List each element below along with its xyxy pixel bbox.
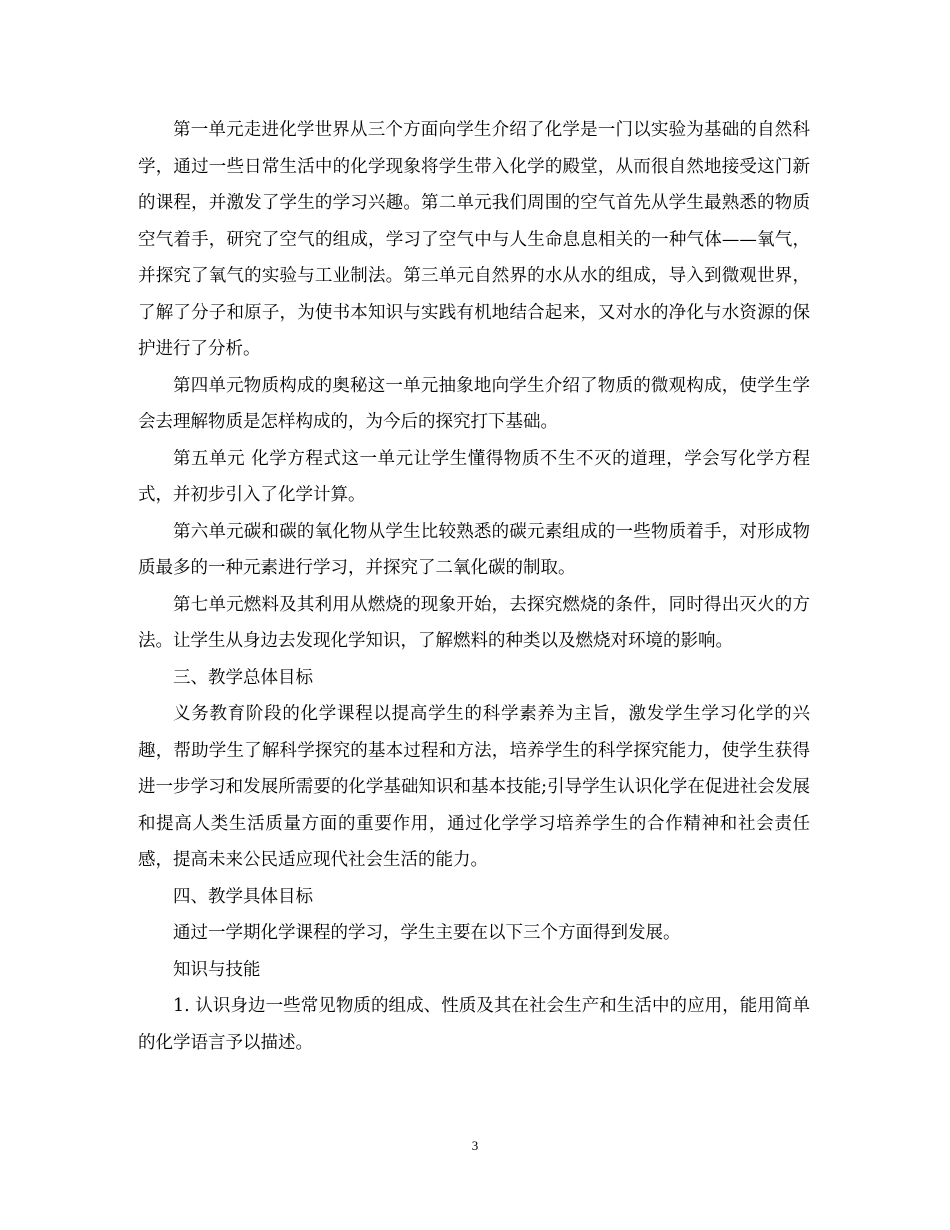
paragraph-unit-7: 第七单元燃料及其利用从燃烧的现象开始，去探究燃烧的条件，同时得出灭火的方法。让学生从身边去发现化学知识，了解燃料的种类以及燃烧对环境的影响。 [138,594,810,651]
paragraph-unit-1-3: 第一单元走进化学世界从三个方面向学生介绍了化学是一门以实验为基础的自然科学，通过一些日常生活中的化学现象将学生带入化学的殿堂，从而很自然地接受这门新的课程，并激发了学生的学习兴趣。第二单元我们周围的空气首先从学生最熟悉的物质空气着手，研究了空气的组成，学习了空气中与人生命息息相关的一种气体——氧气，并探究了氧气的实验与工业制法。第三单元自然界的水从水的组成，导入到微观世界，了解了分子和原子，为使书本知识与实践有机地结合起来，又对水的净化与水资源的保护进行了分析。 [138,120,810,359]
paragraph-item-1: 1. 认识身边一些常见物质的组成、性质及其在社会生产和生活中的应用，能用简单的化学语言予以描述。 [138,996,810,1053]
document-body [138,112,810,1061]
heading-overall-goals: 三、教学总体目标 [173,667,313,688]
paragraph-unit-6: 第六单元碳和碳的氧化物从学生比较熟悉的碳元素组成的一些物质着手，对形成物质最多的一种元素进行学习，并探究了二氧化碳的制取。 [138,521,810,578]
heading-knowledge-skills: 知识与技能 [173,959,261,980]
heading-specific-goals: 四、教学具体目标 [173,886,313,907]
page-number: 3 [471,1138,479,1153]
paragraph-unit-4: 第四单元物质构成的奥秘这一单元抽象地向学生介绍了物质的微观构成，使学生学会去理解物质是怎样构成的，为今后的探究打下基础。 [138,375,810,432]
paragraph-unit-5: 第五单元 化学方程式这一单元让学生懂得物质不生不灭的道理，学会写化学方程式，并初步引入了化学计算。 [138,448,810,505]
paragraph-overall-goals: 义务教育阶段的化学课程以提高学生的科学素养为主旨，激发学生学习化学的兴趣，帮助学生了解科学探究的基本过程和方法，培养学生的科学探究能力，使学生获得进一步学习和发展所需要的化学基础知识和基本技能;引导学生认识化学在促进社会发展和提高人类生活质量方面的重要作用，通过化学学习培养学生的合作精神和社会责任感，提高未来公民适应现代社会生活的能力。 [138,704,810,870]
paragraph-specific-intro: 通过一学期化学课程的学习，学生主要在以下三个方面得到发展。 [173,923,681,943]
